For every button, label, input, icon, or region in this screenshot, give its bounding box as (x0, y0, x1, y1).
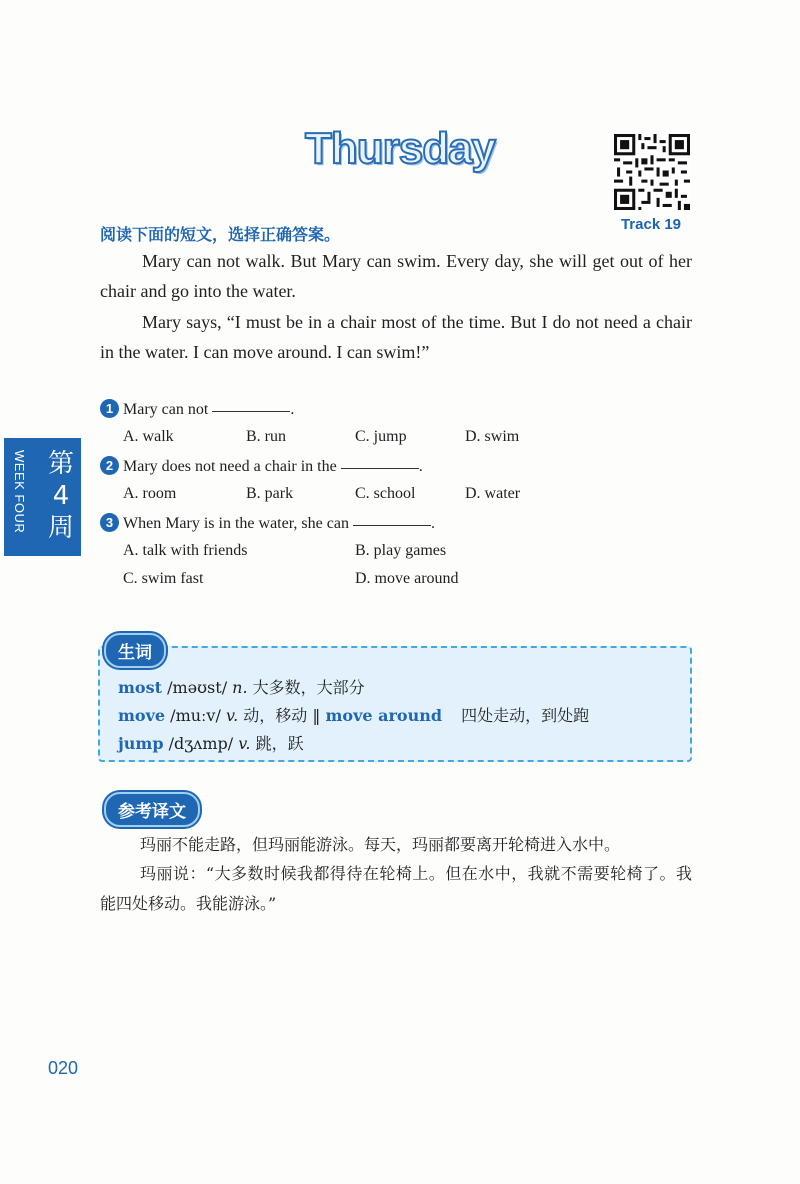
option-a[interactable]: A. room (123, 485, 177, 502)
question-stem: When Mary is in the water, she can (123, 515, 349, 532)
question-end: . (290, 401, 295, 418)
option-b[interactable]: B. park (246, 485, 294, 502)
vocab-pos: v. (225, 706, 239, 725)
translation-paragraph: 玛丽不能走路，但玛丽能游泳。每天，玛丽都要离开轮椅进入水中。 (140, 835, 621, 854)
question-2 (100, 456, 423, 476)
vocab-meaning: 动，移动 (243, 706, 308, 725)
option-b[interactable]: B. play games (355, 542, 447, 559)
question-end: . (418, 458, 423, 475)
vocab-meaning: 大多数，大部分 (252, 678, 365, 697)
page-title: Thursday (304, 124, 496, 173)
question-3 (100, 513, 435, 533)
page-number: 020 (48, 1058, 79, 1078)
option-c[interactable]: C. school (355, 485, 416, 502)
question-stem: Mary does not need a chair in the (123, 458, 337, 475)
track-label: Track 19 (620, 216, 682, 233)
vocab-word: jump (118, 734, 164, 753)
vocab-phrase: move around (325, 706, 443, 725)
translation-badge: 参考译文 (104, 792, 200, 827)
qr-code-icon (614, 134, 690, 210)
option-c[interactable]: C. swim fast (123, 570, 204, 587)
vocab-word: most (118, 678, 162, 697)
instruction: 阅读下面的短文，选择正确答案。 (100, 225, 341, 244)
vocab-pos: n. (232, 678, 248, 697)
vocab-meaning: 跳，跃 (255, 734, 304, 753)
vocab-phrase-meaning: 四处走动，到处跑 (461, 706, 590, 725)
option-d[interactable]: D. swim (465, 428, 520, 445)
option-d[interactable]: D. move around (355, 570, 459, 587)
question-number-badge: 2 (100, 456, 119, 475)
question-number-badge: 1 (100, 399, 119, 418)
option-b[interactable]: B. run (246, 428, 286, 445)
option-d[interactable]: D. water (465, 485, 521, 502)
question-stem: Mary can not (123, 401, 209, 418)
answer-blank (212, 410, 290, 412)
answer-blank (341, 467, 419, 469)
vocab-entry-jump (118, 731, 304, 754)
vocab-word: move (118, 706, 166, 725)
vocab-entry-most (118, 675, 365, 698)
question-number-badge: 3 (100, 513, 119, 532)
week-tab-english: WEEK FOUR (12, 450, 27, 534)
option-a[interactable]: A. talk with friends (123, 542, 248, 559)
option-a[interactable]: A. walk (123, 428, 174, 445)
question-end: . (430, 515, 435, 532)
week-tab-chinese: 第4周 (47, 449, 74, 543)
vocabulary-badge: 生词 (104, 633, 166, 668)
vocab-phonetic: /məʊst/ (167, 678, 228, 697)
answer-blank (353, 524, 431, 526)
passage-paragraph: Mary can not walk. But Mary can swim. Every day, she will get out of her chair and go into the water. (100, 251, 692, 301)
vocab-pos: v. (238, 734, 251, 753)
vocab-phonetic: /dʒʌmp/ (168, 734, 234, 753)
question-1 (100, 399, 294, 419)
option-c[interactable]: C. jump (355, 428, 407, 445)
week-side-tab (4, 438, 81, 556)
vocab-entry-move (118, 703, 589, 726)
vocab-separator: ‖ (312, 706, 321, 725)
vocab-phonetic: /muːv/ (170, 706, 221, 725)
translation-paragraph: 玛丽说：“大多数时候我都得待在轮椅上。但在水中，我就不需要轮椅了。我能四处移动。我能游泳。” (100, 864, 692, 913)
passage-paragraph: Mary says, “I must be in a chair most of the time. But I do not need a chair in the water. I can move around. I can swim!” (100, 312, 692, 362)
